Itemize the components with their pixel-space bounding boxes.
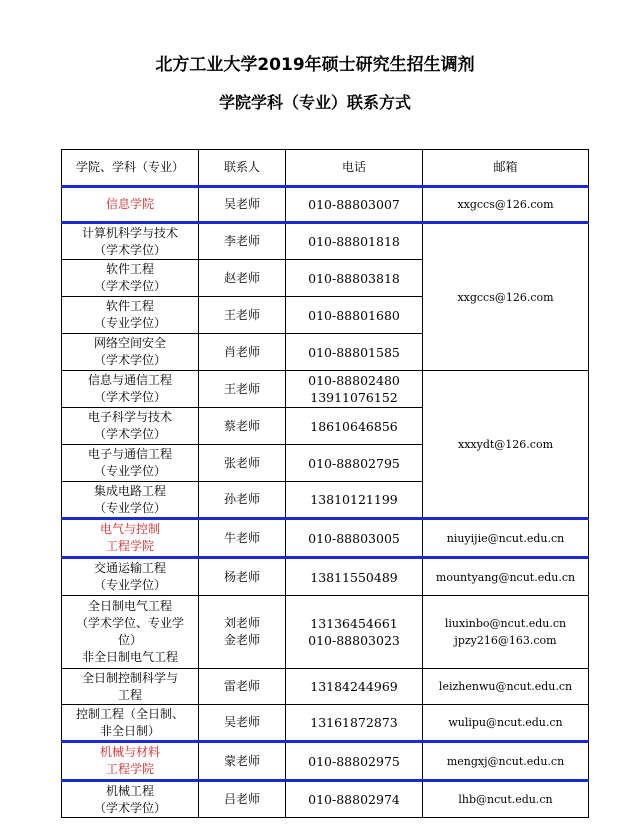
table-row: [62, 669, 589, 705]
contact-cell: 孙老师: [199, 482, 286, 519]
email-cell: wulipu@ncut.edu.cn: [423, 705, 589, 742]
discipline-line: 网络空间安全: [93, 336, 166, 350]
discipline-line: （学术学位）: [93, 279, 166, 293]
contact-cell: 吴老师: [199, 705, 286, 742]
phone-cell: 010-88801818: [286, 223, 423, 260]
table-row: [62, 187, 589, 223]
table-row: [62, 519, 589, 558]
contact-cell: [199, 596, 286, 669]
discipline-line: 软件工程: [105, 299, 154, 313]
table-row: [62, 781, 589, 818]
discipline-line: 全日制电气工程: [87, 599, 172, 613]
discipline-line: 机械工程: [105, 783, 154, 798]
discipline-line: 软件工程: [105, 262, 154, 276]
phone-cell: 13161872873: [286, 705, 423, 742]
email-cell: leizhenwu@ncut.edu.cn: [423, 669, 589, 705]
college-name: 信息学院: [62, 187, 199, 223]
discipline-cell: [62, 781, 199, 818]
header-email: 邮箱: [423, 150, 589, 187]
table-row: [62, 596, 589, 669]
phone-cell: 010-88803005: [286, 519, 423, 558]
header-phone: 电话: [286, 150, 423, 187]
discipline-line: 交通运输工程: [93, 561, 166, 575]
college-name: [62, 519, 199, 558]
phone-line: 010-88803023: [308, 633, 400, 648]
contact-cell: 吴老师: [199, 187, 286, 223]
phone-line: 13136454661: [310, 616, 398, 631]
email-cell: mengxj@ncut.edu.cn: [423, 742, 589, 781]
discipline-line: 非全日制）: [99, 723, 160, 738]
discipline-line: （专业学位）: [93, 500, 166, 515]
email-cell: niuyijie@ncut.edu.cn: [423, 519, 589, 558]
discipline-line: （专业学位）: [93, 464, 166, 478]
phone-cell: 18610646856: [286, 408, 423, 445]
discipline-line: （专业学位）: [93, 578, 166, 592]
discipline-cell: [62, 334, 199, 371]
contact-cell: 张老师: [199, 445, 286, 482]
phone-line: 010-88802480: [308, 373, 400, 388]
email-line: jpzy216@163.com: [454, 634, 557, 647]
contact-cell: 王老师: [199, 371, 286, 408]
discipline-line: 工程: [117, 687, 142, 702]
contact-cell: 蔡老师: [199, 408, 286, 445]
phone-cell: 010-88803007: [286, 187, 423, 223]
email-cell: lhb@ncut.edu.cn: [423, 781, 589, 818]
discipline-cell: [62, 408, 199, 445]
discipline-cell: [62, 669, 199, 705]
table-row: [62, 558, 589, 596]
discipline-line: 电子与通信工程: [87, 447, 172, 461]
contact-cell: 蒙老师: [199, 742, 286, 781]
contact-cell: 赵老师: [199, 260, 286, 297]
discipline-cell: [62, 705, 199, 742]
discipline-line: （学术学位、专业学: [75, 616, 184, 630]
college-line: 电气与控制: [99, 522, 160, 536]
phone-cell: 010-88801585: [286, 334, 423, 371]
discipline-line: 非全日制电气工程: [81, 650, 178, 664]
discipline-cell: [62, 445, 199, 482]
discipline-cell: [62, 558, 199, 596]
email-cell: mountyang@ncut.edu.cn: [423, 558, 589, 596]
discipline-cell: [62, 596, 199, 669]
phone-cell: 13184244969: [286, 669, 423, 705]
phone-cell: 13810121199: [286, 482, 423, 519]
email-cell-group: xxxydt@126.com: [423, 371, 589, 519]
phone-cell: [286, 596, 423, 669]
phone-cell: 010-88802975: [286, 742, 423, 781]
contact-cell: 杨老师: [199, 558, 286, 596]
phone-line: 13911076152: [310, 390, 398, 405]
email-cell: xxgccs@126.com: [423, 187, 589, 223]
email-line: liuxinbo@ncut.edu.cn: [444, 617, 567, 630]
page-subtitle: 学院学科（专业）联系方式: [218, 93, 411, 112]
contact-cell: 雷老师: [199, 669, 286, 705]
phone-cell: 13811550489: [286, 558, 423, 596]
college-name: [62, 742, 199, 781]
contact-cell: 牛老师: [199, 519, 286, 558]
discipline-line: 全日制控制科学与: [81, 670, 178, 685]
discipline-line: 集成电路工程: [93, 483, 166, 498]
discipline-line: 位）: [117, 633, 142, 647]
table-row: [62, 223, 589, 260]
discipline-line: 信息与通信工程: [87, 373, 172, 387]
contact-table: [61, 149, 589, 818]
contact-cell: 李老师: [199, 223, 286, 260]
page-title: 北方工业大学2019年硕士研究生招生调剂: [155, 55, 475, 75]
discipline-line: 电子科学与技术: [87, 410, 172, 424]
college-line: 工程学院: [105, 539, 154, 553]
contact-line: 刘老师: [223, 616, 260, 630]
discipline-line: （学术学位）: [93, 800, 166, 815]
phone-cell: 010-88803818: [286, 260, 423, 297]
table-header-row: [62, 150, 589, 187]
phone-cell: 010-88802795: [286, 445, 423, 482]
contact-cell: 吕老师: [199, 781, 286, 818]
email-cell: [423, 596, 589, 669]
discipline-cell: [62, 297, 199, 334]
phone-cell: [286, 371, 423, 408]
discipline-line: （学术学位）: [93, 242, 166, 257]
discipline-line: 控制工程（全日制、: [75, 706, 184, 721]
discipline-cell: [62, 482, 199, 519]
discipline-cell: [62, 223, 199, 260]
email-cell-group: xxgccs@126.com: [423, 223, 589, 371]
discipline-line: （学术学位）: [93, 390, 166, 404]
contact-cell: 肖老师: [199, 334, 286, 371]
discipline-line: 计算机科学与技术: [81, 225, 178, 240]
discipline-line: （学术学位）: [93, 353, 166, 367]
phone-cell: 010-88802974: [286, 781, 423, 818]
discipline-line: （专业学位）: [93, 316, 166, 330]
discipline-cell: [62, 371, 199, 408]
header-discipline: 学院、学科（专业）: [62, 150, 199, 187]
contact-cell: 王老师: [199, 297, 286, 334]
discipline-line: （学术学位）: [93, 427, 166, 441]
discipline-cell: [62, 260, 199, 297]
table-row: [62, 371, 589, 408]
contact-line: 金老师: [223, 633, 260, 647]
phone-cell: 010-88801680: [286, 297, 423, 334]
college-line: 工程学院: [105, 762, 154, 776]
table-row: [62, 742, 589, 781]
table-row: [62, 705, 589, 742]
header-contact: 联系人: [199, 150, 286, 187]
college-line: 机械与材料: [99, 745, 160, 759]
